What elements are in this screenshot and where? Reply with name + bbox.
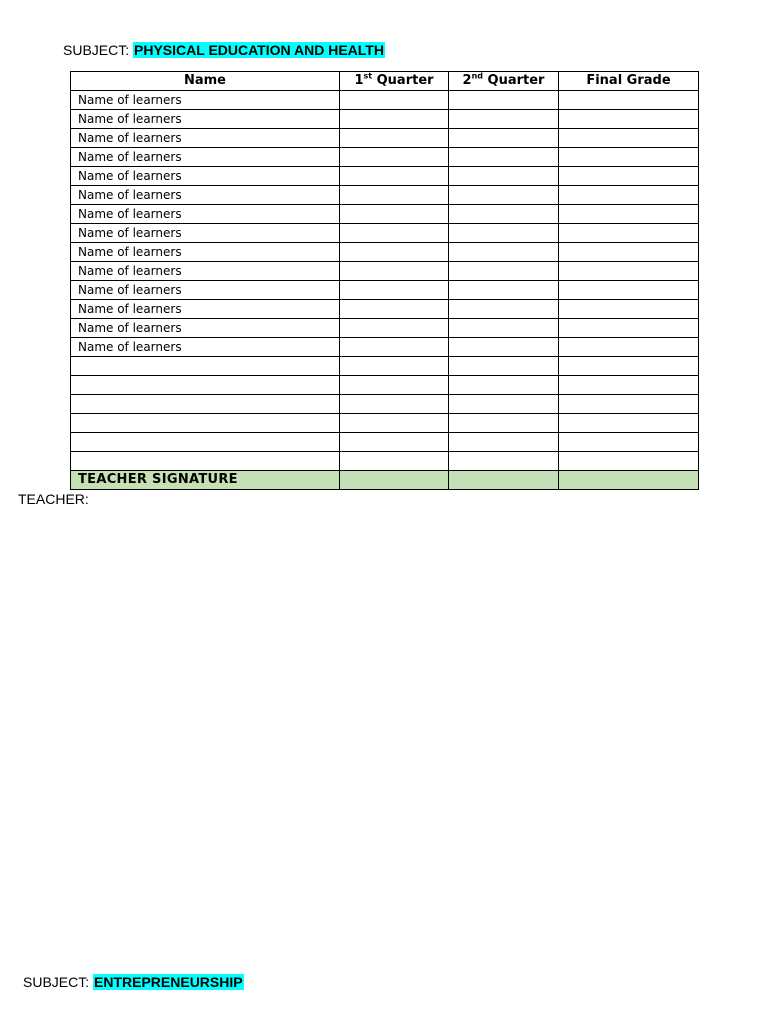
final-grade-cell[interactable]: [559, 186, 699, 205]
learner-name-cell[interactable]: Name of learners: [71, 262, 340, 281]
header-q2-num: 2: [462, 73, 472, 88]
final-grade-cell[interactable]: [559, 414, 699, 433]
q1-grade-cell[interactable]: [340, 224, 449, 243]
q2-grade-cell[interactable]: [449, 167, 559, 186]
q2-grade-cell[interactable]: [449, 129, 559, 148]
learner-name-cell[interactable]: Name of learners: [71, 319, 340, 338]
q1-grade-cell[interactable]: [340, 338, 449, 357]
table-row: [71, 167, 699, 186]
final-grade-cell[interactable]: [559, 357, 699, 376]
final-grade-cell[interactable]: [559, 433, 699, 452]
q1-grade-cell[interactable]: [340, 262, 449, 281]
final-grade-cell[interactable]: [559, 395, 699, 414]
header-q2-sup: nd: [471, 71, 483, 81]
signature-cell-q2[interactable]: [449, 471, 559, 490]
table-row: [71, 148, 699, 167]
learner-name-cell[interactable]: Name of learners: [71, 224, 340, 243]
header-first-quarter: [340, 72, 449, 91]
header-q2-word: Quarter: [487, 73, 545, 88]
final-grade-cell[interactable]: [559, 205, 699, 224]
learner-name-cell[interactable]: [71, 414, 340, 433]
grade-rows: [71, 91, 699, 471]
q2-grade-cell[interactable]: [449, 186, 559, 205]
q1-grade-cell[interactable]: [340, 243, 449, 262]
final-grade-cell[interactable]: [559, 110, 699, 129]
table-row: [71, 186, 699, 205]
header-q1-num: 1: [354, 73, 364, 88]
final-grade-cell[interactable]: [559, 148, 699, 167]
learner-name-cell[interactable]: [71, 433, 340, 452]
q1-grade-cell[interactable]: [340, 186, 449, 205]
teacher-label: TEACHER:: [18, 491, 89, 507]
final-grade-cell[interactable]: [559, 452, 699, 471]
learner-name-cell[interactable]: Name of learners: [71, 338, 340, 357]
subject-value: ENTREPRENEURSHIP: [94, 974, 243, 990]
learner-name-cell[interactable]: Name of learners: [71, 205, 340, 224]
header-q1-sup: st: [363, 71, 373, 81]
learner-name-cell[interactable]: Name of learners: [71, 186, 340, 205]
learner-name-cell[interactable]: Name of learners: [71, 129, 340, 148]
learner-name-cell[interactable]: [71, 376, 340, 395]
table-row: [71, 91, 699, 110]
q1-grade-cell[interactable]: [340, 281, 449, 300]
q2-grade-cell[interactable]: [449, 452, 559, 471]
signature-cell-q1[interactable]: [340, 471, 449, 490]
q2-grade-cell[interactable]: [449, 357, 559, 376]
subject-value: PHYSICAL EDUCATION AND HEALTH: [134, 42, 384, 58]
final-grade-cell[interactable]: [559, 129, 699, 148]
q2-grade-cell[interactable]: [449, 110, 559, 129]
final-grade-cell[interactable]: [559, 300, 699, 319]
header-second-quarter: [449, 72, 559, 91]
q1-grade-cell[interactable]: [340, 205, 449, 224]
q2-grade-cell[interactable]: [449, 300, 559, 319]
learner-name-cell[interactable]: Name of learners: [71, 167, 340, 186]
table-row: [71, 338, 699, 357]
q2-grade-cell[interactable]: [449, 376, 559, 395]
table-row: [71, 224, 699, 243]
q2-grade-cell[interactable]: [449, 243, 559, 262]
q2-grade-cell[interactable]: [449, 338, 559, 357]
signature-cell-final[interactable]: [559, 471, 699, 490]
learner-name-cell[interactable]: [71, 452, 340, 471]
table-row: [71, 300, 699, 319]
q2-grade-cell[interactable]: [449, 395, 559, 414]
q1-grade-cell[interactable]: [340, 129, 449, 148]
q2-grade-cell[interactable]: [449, 224, 559, 243]
learner-name-cell[interactable]: [71, 395, 340, 414]
learner-name-cell[interactable]: Name of learners: [71, 91, 340, 110]
table-row: [71, 205, 699, 224]
q2-grade-cell[interactable]: [449, 205, 559, 224]
subject-line-2: [23, 974, 244, 990]
header-final-grade: Final Grade: [559, 72, 699, 91]
table-row: [71, 110, 699, 129]
q2-grade-cell[interactable]: [449, 91, 559, 110]
q1-grade-cell[interactable]: [340, 395, 449, 414]
q1-grade-cell[interactable]: [340, 376, 449, 395]
q1-grade-cell[interactable]: [340, 167, 449, 186]
q1-grade-cell[interactable]: [340, 148, 449, 167]
subject-line-1: [63, 42, 385, 58]
table-row: [71, 281, 699, 300]
subject-label: SUBJECT:: [63, 42, 130, 58]
q1-grade-cell[interactable]: [340, 433, 449, 452]
q1-grade-cell[interactable]: [340, 110, 449, 129]
table-row: [71, 262, 699, 281]
table-row: [71, 357, 699, 376]
learner-name-cell[interactable]: Name of learners: [71, 281, 340, 300]
learner-name-cell[interactable]: Name of learners: [71, 243, 340, 262]
q2-grade-cell[interactable]: [449, 319, 559, 338]
final-grade-cell[interactable]: [559, 243, 699, 262]
q1-grade-cell[interactable]: [340, 91, 449, 110]
table-row: [71, 414, 699, 433]
table-row: [71, 376, 699, 395]
q1-grade-cell[interactable]: [340, 357, 449, 376]
learner-name-cell[interactable]: [71, 357, 340, 376]
q2-grade-cell[interactable]: [449, 262, 559, 281]
table-row: [71, 395, 699, 414]
final-grade-cell[interactable]: [559, 281, 699, 300]
learner-name-cell[interactable]: Name of learners: [71, 148, 340, 167]
final-grade-cell[interactable]: [559, 338, 699, 357]
table-row: [71, 319, 699, 338]
header-name: Name: [71, 72, 340, 91]
final-grade-cell[interactable]: [559, 167, 699, 186]
q2-grade-cell[interactable]: [449, 414, 559, 433]
signature-row: [71, 471, 699, 490]
final-grade-cell[interactable]: [559, 319, 699, 338]
grades-table: [70, 71, 699, 490]
table-row: [71, 452, 699, 471]
q2-grade-cell[interactable]: [449, 433, 559, 452]
final-grade-cell[interactable]: [559, 91, 699, 110]
table-row: [71, 129, 699, 148]
q1-grade-cell[interactable]: [340, 300, 449, 319]
header-q1-word: Quarter: [376, 73, 434, 88]
table-row: [71, 433, 699, 452]
table-row: [71, 243, 699, 262]
q2-grade-cell[interactable]: [449, 281, 559, 300]
learner-name-cell[interactable]: Name of learners: [71, 300, 340, 319]
q1-grade-cell[interactable]: [340, 319, 449, 338]
final-grade-cell[interactable]: [559, 224, 699, 243]
final-grade-cell[interactable]: [559, 376, 699, 395]
signature-label: TEACHER SIGNATURE: [71, 471, 340, 490]
q2-grade-cell[interactable]: [449, 148, 559, 167]
learner-name-cell[interactable]: Name of learners: [71, 110, 340, 129]
subject-label: SUBJECT:: [23, 974, 90, 990]
q1-grade-cell[interactable]: [340, 414, 449, 433]
final-grade-cell[interactable]: [559, 262, 699, 281]
table-header-row: [71, 72, 699, 91]
q1-grade-cell[interactable]: [340, 452, 449, 471]
